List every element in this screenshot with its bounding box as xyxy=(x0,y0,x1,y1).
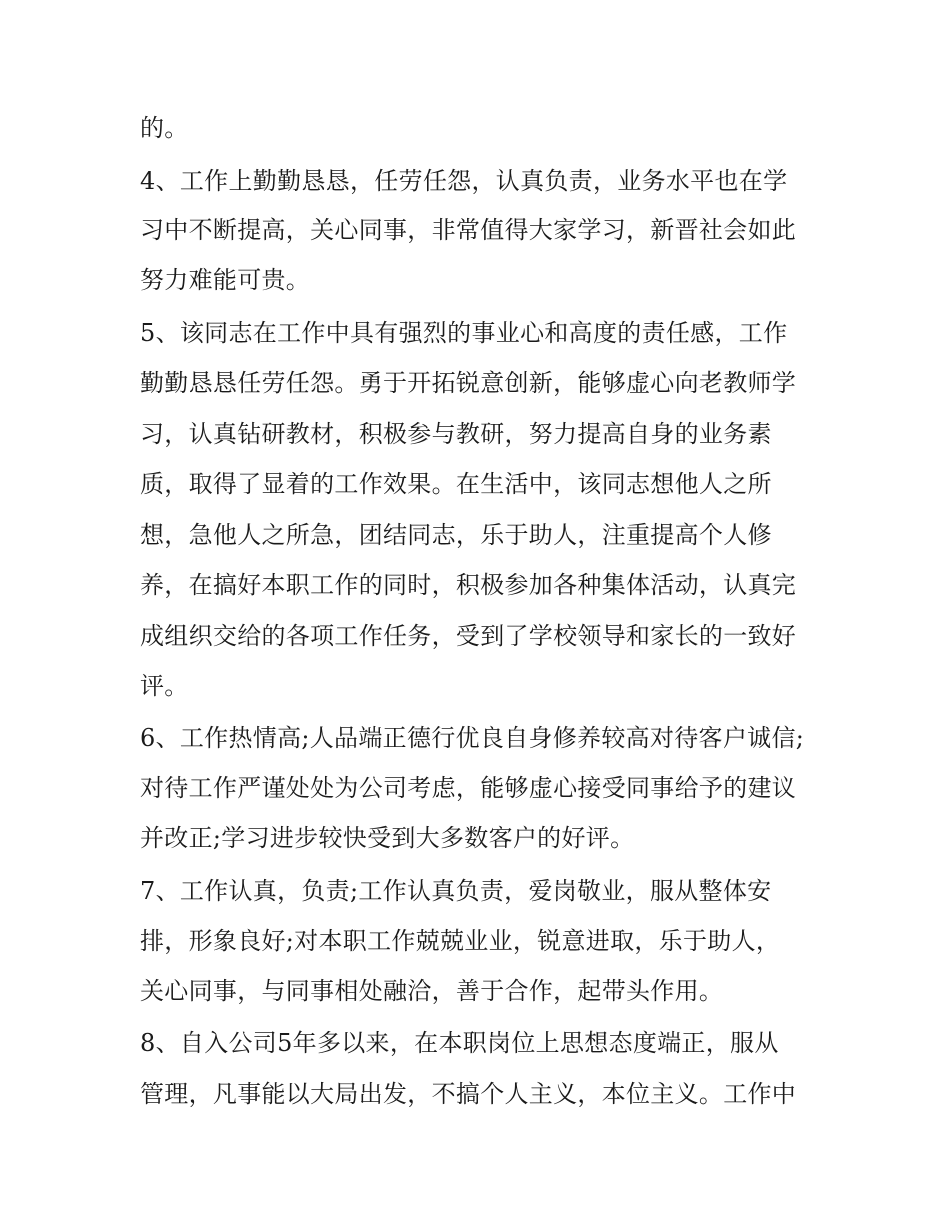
text-line: 7、工作认真，负责;工作认真负责，爱岗敬业，服从整体安 xyxy=(140,877,772,905)
text-line: 8、自入公司5年多以来，在本职岗位上思想态度端正，服从 xyxy=(140,1029,779,1057)
text-line: 努力难能可贵。 xyxy=(140,266,311,294)
text-line: 习，认真钻研教材，积极参与教研，努力提高自身的业务素 xyxy=(140,420,772,448)
text-line: 关心同事，与同事相处融洽，善于合作，起带头作用。 xyxy=(140,977,724,1005)
text-line: 习中不断提高，关心同事，非常值得大家学习，新晋社会如此 xyxy=(140,216,797,244)
text-line: 并改正;学习进步较快受到大多数客户的好评。 xyxy=(140,824,635,852)
text-line: 的。 xyxy=(140,114,189,142)
text-line: 评。 xyxy=(140,672,189,700)
text-line: 养，在搞好本职工作的同时，积极参加各种集体活动，认真完 xyxy=(140,571,797,599)
text-line: 管理，凡事能以大局出发，不搞个人主义，本位主义。工作中 xyxy=(140,1080,797,1108)
text-line: 排，形象良好;对本职工作兢兢业业，锐意进取，乐于助人， xyxy=(140,927,781,955)
text-line: 对待工作严谨处处为公司考虑，能够虚心接受同事给予的建议 xyxy=(140,774,797,802)
text-line: 勤勤恳恳任劳任怨。勇于开拓锐意创新，能够虚心向老教师学 xyxy=(140,369,797,397)
text-line: 成组织交给的各项工作任务，受到了学校领导和家长的一致好 xyxy=(140,622,797,650)
text-line: 4、工作上勤勤恳恳，任劳任怨，认真负责，业务水平也在学 xyxy=(140,167,788,195)
text-line: 5、该同志在工作中具有强烈的事业心和高度的责任感，工作 xyxy=(140,319,788,347)
text-line: 质，取得了显着的工作效果。在生活中，该同志想他人之所 xyxy=(140,470,772,498)
text-line: 6、工作热情高;人品端正德行优良自身修养较高对待客户诚信; xyxy=(140,724,805,752)
text-line: 想，急他人之所急，团结同志，乐于助人，注重提高个人修 xyxy=(140,521,772,549)
